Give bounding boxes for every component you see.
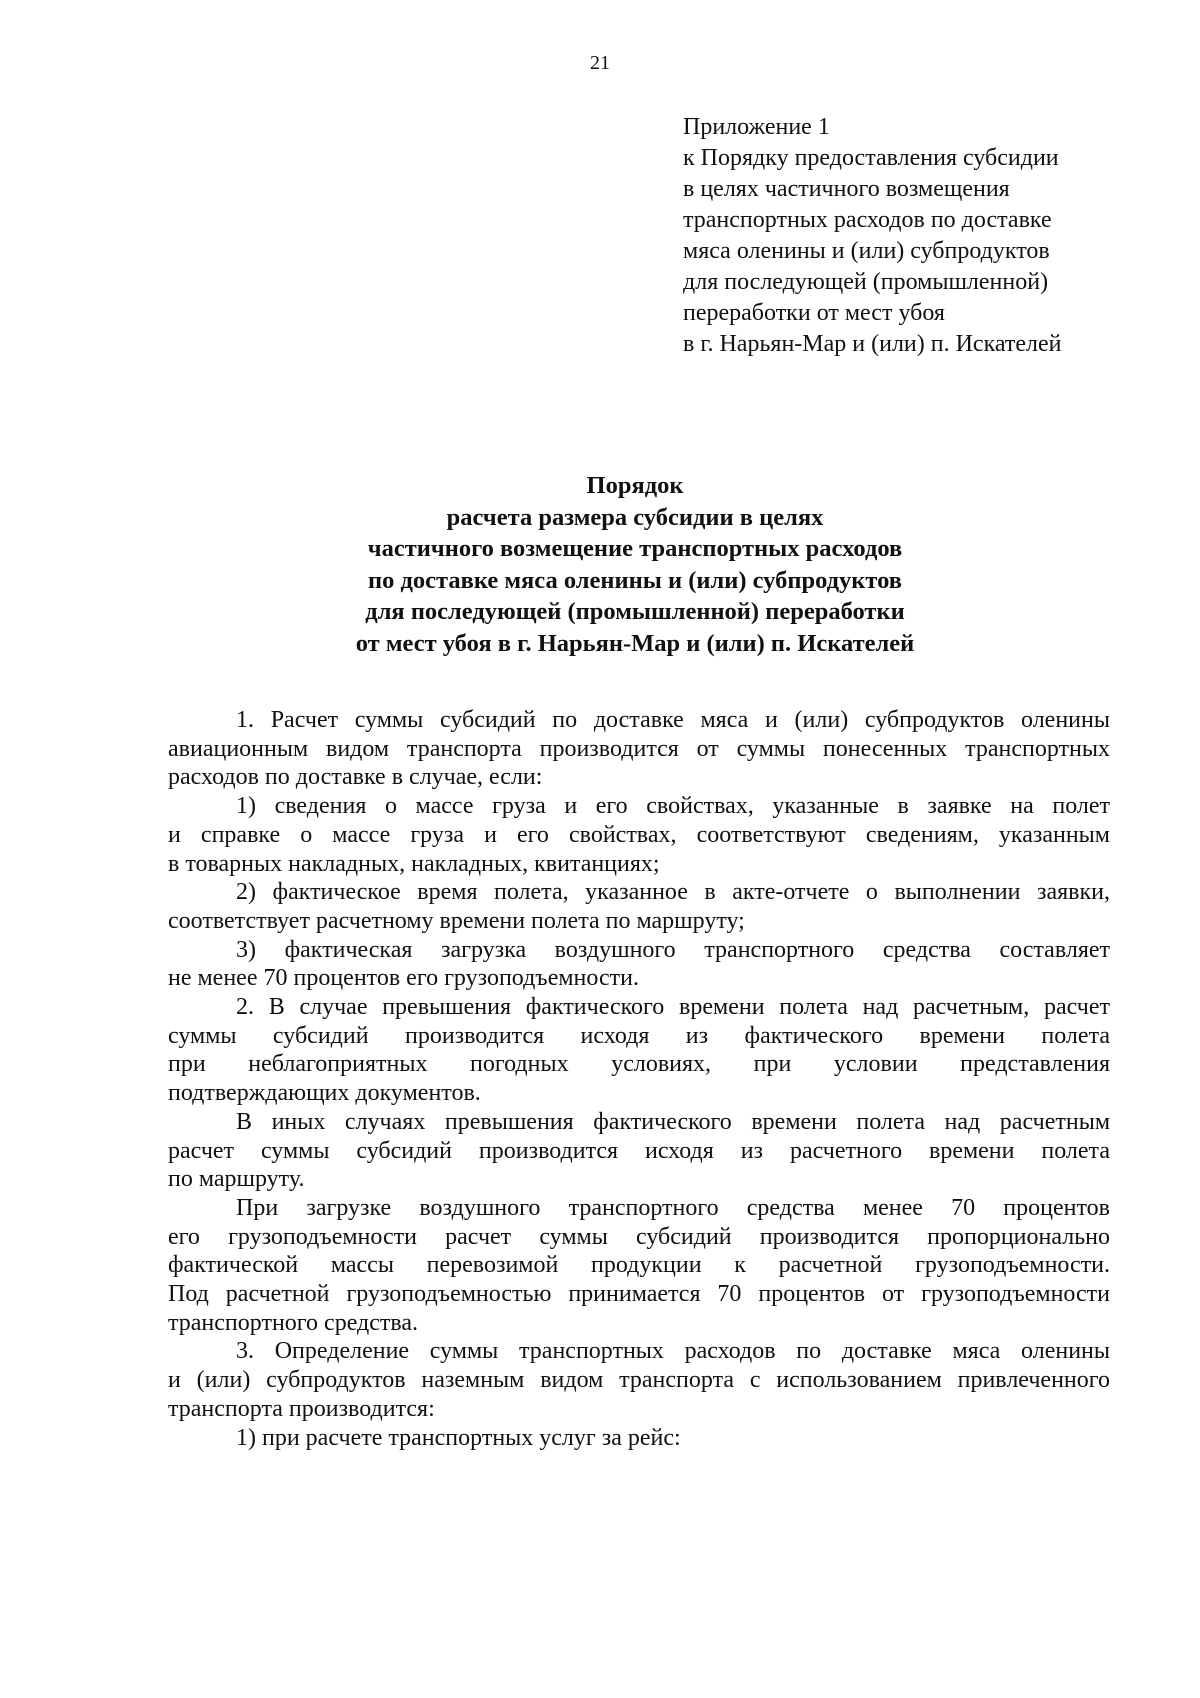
- body-line: 1. Расчет суммы субсидий по доставке мяса и (или) субпродуктов оленины: [236, 707, 1110, 733]
- appendix-block: [683, 112, 1163, 360]
- body-line: не менее 70 процентов его грузоподъемности.: [168, 965, 639, 992]
- body-line: В иных случаях превышения фактического времени полета над расчетным: [236, 1108, 1110, 1135]
- appendix-line: мяса оленины и (или) субпродуктов: [683, 238, 1050, 264]
- page-number: 21: [590, 52, 610, 74]
- title-line: от мест убоя в г. Нарьян-Мар и (или) п. Искателей: [355, 629, 915, 657]
- body-line: фактической массы перевозимой продукции к расчетной грузоподъемности.: [168, 1252, 1110, 1279]
- body-line: расходов по доставке в случае, если:: [168, 764, 543, 791]
- title-line: по доставке мяса оленины и (или) субпродуктов: [368, 566, 902, 594]
- document-title: [150, 470, 1120, 659]
- appendix-line: транспортных расходов по доставке: [683, 207, 1052, 233]
- document-body: [168, 706, 1110, 1452]
- body-line: по маршруту.: [168, 1166, 305, 1193]
- body-line: в товарных накладных, накладных, квитанциях;: [168, 850, 660, 877]
- body-line: 2) фактическое время полета, указанное в акте-отчете о выполнении заявки,: [236, 879, 1110, 906]
- body-line: При загрузке воздушного транспортного средства менее 70 процентов: [236, 1194, 1110, 1221]
- body-line: 1) сведения о массе груза и его свойствах, указанные в заявке на полет: [236, 793, 1110, 820]
- body-line: транспортного средства.: [168, 1309, 419, 1336]
- body-line: при неблагоприятных погодных условиях, при условии представления: [168, 1051, 1110, 1078]
- body-line: суммы субсидий производится исходя из фактического времени полета: [168, 1022, 1110, 1049]
- appendix-line: в целях частичного возмещения: [683, 176, 1010, 202]
- body-line: 1) при расчете транспортных услуг за рейс:: [236, 1424, 681, 1451]
- body-line: 3) фактическая загрузка воздушного транспортного средства составляет: [236, 936, 1110, 963]
- body-line: и справке о массе груза и его свойствах, соответствуют сведениям, указанным: [168, 821, 1110, 848]
- body-line: его грузоподъемности расчет суммы субсидий производится пропорционально: [168, 1223, 1110, 1250]
- appendix-line: к Порядку предоставления субсидии: [683, 145, 1059, 171]
- body-line: транспорта производится:: [168, 1395, 435, 1422]
- body-line: авиационным видом транспорта производится от суммы понесенных транспортных: [168, 735, 1110, 762]
- appendix-line: для последующей (промышленной): [683, 269, 1049, 295]
- body-line: расчет суммы субсидий производится исходя из расчетного времени полета: [168, 1137, 1110, 1164]
- appendix-line: Приложение 1: [683, 114, 830, 140]
- title-line: для последующей (промышленной) переработки: [365, 598, 905, 625]
- body-line: 3. Определение суммы транспортных расходов по доставке мяса оленины: [236, 1338, 1110, 1365]
- title-line: Порядок: [586, 472, 684, 499]
- body-line: соответствует расчетному времени полета по маршруту;: [168, 907, 745, 934]
- title-line: частичного возмещение транспортных расходов: [367, 535, 903, 562]
- body-line: и (или) субпродуктов наземным видом транспорта с использованием привлеченного: [168, 1367, 1110, 1394]
- body-line: подтверждающих документов.: [168, 1080, 481, 1107]
- appendix-line: переработки от мест убоя: [683, 300, 945, 326]
- title-line: расчета размера субсидии в целях: [446, 503, 824, 531]
- appendix-line: в г. Нарьян-Мар и (или) п. Искателей: [683, 331, 1062, 357]
- body-line: 2. В случае превышения фактического времени полета над расчетным, расчет: [236, 994, 1110, 1021]
- body-line: Под расчетной грузоподъемностью принимается 70 процентов от грузоподъемности: [168, 1281, 1110, 1308]
